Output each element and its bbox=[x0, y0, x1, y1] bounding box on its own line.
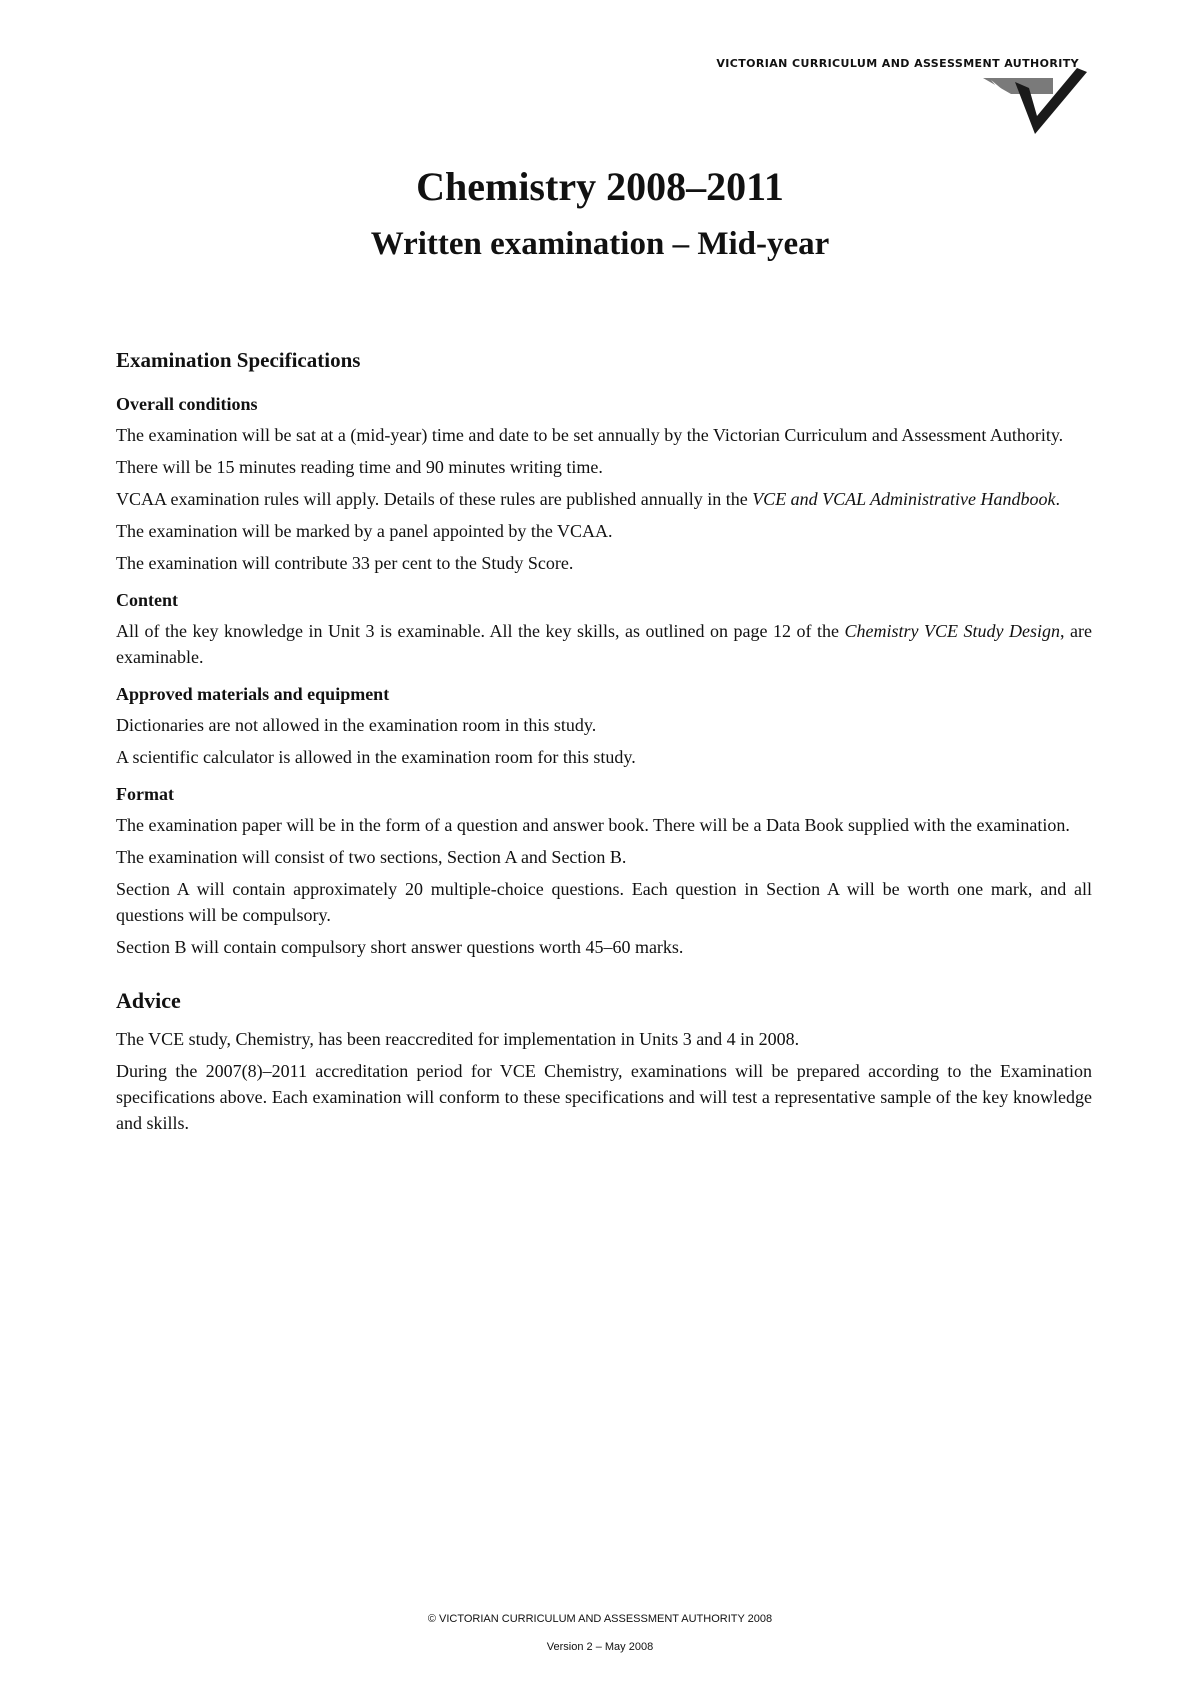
section-paragraph bbox=[116, 422, 1092, 448]
spec-section bbox=[116, 392, 1092, 576]
spec-section bbox=[116, 682, 1092, 770]
section-paragraph bbox=[116, 844, 1092, 870]
authority-name: VICTORIAN CURRICULUM AND ASSESSMENT AUTHORITY bbox=[716, 57, 1079, 70]
section-paragraph bbox=[116, 934, 1092, 960]
section-paragraph bbox=[116, 454, 1092, 480]
paragraph-text: The examination will be marked by a panel appointed by the VCAA. bbox=[116, 521, 613, 541]
paragraph-text: Section B will contain compulsory short answer questions worth 45–60 marks. bbox=[116, 937, 684, 957]
paragraph-text: Section A will contain approximately 20 multiple-choice questions. Each question in Section A will be worth one mark, and all questions will be compulsory. bbox=[116, 879, 1092, 925]
title-block bbox=[0, 160, 1200, 266]
section-paragraph bbox=[116, 618, 1092, 670]
paragraph-text: . bbox=[1055, 489, 1061, 509]
section-paragraph bbox=[116, 518, 1092, 544]
italic-title: VCE and VCAL Administrative Handbook bbox=[752, 489, 1056, 509]
section-heading: Content bbox=[116, 590, 178, 610]
advice-paragraph: During the 2007(8)–2011 accreditation period for VCE Chemistry, examinations will be prepared according to the Examination specifications above. Each examination will conform to these specifications and will test a representative sample of the key knowledge and skills. bbox=[116, 1061, 1092, 1133]
section-heading: Format bbox=[116, 784, 174, 804]
paragraph-text: The examination paper will be in the form of a question and answer book. There will be a Data Book supplied with the examination. bbox=[116, 815, 1070, 835]
spec-section bbox=[116, 588, 1092, 670]
copyright-notice: © VICTORIAN CURRICULUM AND ASSESSMENT AUTHORITY 2008 bbox=[427, 1613, 773, 1625]
document-subtitle: Written examination – Mid-year bbox=[370, 226, 830, 262]
advice-section bbox=[116, 1026, 1092, 1136]
version-note: Version 2 – May 2008 bbox=[546, 1641, 654, 1653]
section-paragraph bbox=[116, 744, 1092, 770]
section-paragraph bbox=[116, 712, 1092, 738]
paragraph-text: The examination will consist of two sections, Section A and Section B. bbox=[116, 847, 627, 867]
paragraph-text: There will be 15 minutes reading time and 90 minutes writing time. bbox=[116, 457, 603, 477]
vcaa-header bbox=[716, 54, 1095, 144]
italic-title: Chemistry VCE Study Design bbox=[844, 621, 1061, 641]
specification-sections bbox=[116, 392, 1092, 960]
paragraph-text: The examination will be sat at a (mid-year) time and date to be set annually by the Victorian Curriculum and Assessment Authority. bbox=[116, 425, 1064, 445]
paragraph-text: The examination will contribute 33 per cent to the Study Score. bbox=[116, 553, 574, 573]
document-body bbox=[116, 346, 1092, 1142]
paragraph-text: All of the key knowledge in Unit 3 is examinable. All the key skills, as outlined on page 12 of the bbox=[116, 621, 845, 641]
section-heading: Overall conditions bbox=[116, 394, 258, 414]
section-paragraph bbox=[116, 876, 1092, 928]
paragraph-text: A scientific calculator is allowed in the examination room for this study. bbox=[116, 747, 636, 767]
section-paragraph bbox=[116, 486, 1092, 512]
advice-heading: Advice bbox=[116, 988, 181, 1013]
page-footer bbox=[0, 1612, 1200, 1668]
section-paragraph bbox=[116, 550, 1092, 576]
advice-paragraph: The VCE study, Chemistry, has been reaccredited for implementation in Units 3 and 4 in 2008. bbox=[116, 1029, 800, 1049]
paragraph-text: Dictionaries are not allowed in the examination room in this study. bbox=[116, 715, 597, 735]
paragraph-text: VCAA examination rules will apply. Details of these rules are published annually in the bbox=[116, 489, 753, 509]
paragraph-text: , are examinable. bbox=[116, 621, 1092, 667]
section-paragraph bbox=[116, 812, 1092, 838]
document-title: Chemistry 2008–2011 bbox=[416, 164, 784, 209]
vcaa-logo-icon bbox=[975, 64, 1095, 144]
section-heading: Approved materials and equipment bbox=[116, 684, 390, 704]
spec-section bbox=[116, 782, 1092, 960]
specifications-heading: Examination Specifications bbox=[116, 348, 361, 372]
